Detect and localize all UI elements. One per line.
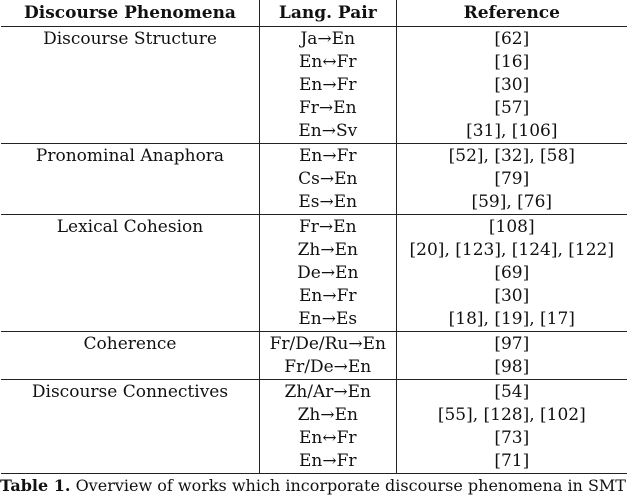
reference-cell: [108]	[488, 217, 535, 237]
lang-pair-cell: Ja→En	[259, 27, 396, 52]
table-row	[1, 120, 627, 144]
table-row	[1, 262, 627, 285]
reference-cell: [55], [128], [102]	[437, 405, 586, 425]
table-row	[1, 215, 627, 240]
reference-cell: [18], [19], [17]	[448, 309, 575, 329]
group-discourse-structure	[1, 27, 627, 144]
phenomenon-cell-empty	[1, 262, 259, 285]
phenomenon-cell: Discourse Connectives	[1, 380, 259, 405]
table-row	[1, 27, 627, 52]
reference-cell: [30]	[494, 75, 530, 95]
lang-pair-cell: Fr/De/Ru→En	[259, 332, 396, 357]
lang-pair-cell: Cs→En	[259, 168, 396, 191]
lang-pair-cell: En→Es	[259, 308, 396, 332]
discourse-phenomena-table	[1, 0, 627, 474]
phenomenon-cell-empty	[1, 191, 259, 215]
phenomenon-cell: Discourse Structure	[1, 27, 259, 52]
group-pronominal-anaphora	[1, 144, 627, 215]
reference-cell: [30]	[494, 286, 530, 306]
reference-cell: [98]	[494, 357, 530, 377]
header-discourse-phenomena: Discourse Phenomena	[1, 0, 259, 27]
table-row	[1, 144, 627, 169]
header-row	[1, 0, 627, 27]
lang-pair-cell: Zh→En	[259, 404, 396, 427]
lang-pair-cell: Fr/De→En	[259, 356, 396, 380]
phenomenon-cell-empty	[1, 404, 259, 427]
lang-pair-cell: Zh→En	[259, 239, 396, 262]
table-row	[1, 97, 627, 120]
lang-pair-cell: Fr→En	[259, 97, 396, 120]
phenomenon-cell-empty	[1, 51, 259, 74]
lang-pair-cell: En→Fr	[259, 450, 396, 474]
table-row	[1, 191, 627, 215]
phenomenon-cell-empty	[1, 97, 259, 120]
lang-pair-cell: En→Fr	[259, 285, 396, 308]
lang-pair-cell: En↔Fr	[259, 51, 396, 74]
group-discourse-connectives	[1, 380, 627, 474]
reference-cell: [31], [106]	[466, 121, 558, 141]
table-row	[1, 308, 627, 332]
table-row	[1, 74, 627, 97]
table-row	[1, 51, 627, 74]
reference-cell: [20], [123], [124], [122]	[409, 240, 615, 260]
reference-cell: [71]	[494, 451, 530, 471]
lang-pair-cell: De→En	[259, 262, 396, 285]
group-coherence	[1, 332, 627, 380]
table-row	[1, 427, 627, 450]
phenomenon-cell-empty	[1, 168, 259, 191]
reference-cell: [62]	[494, 29, 530, 49]
table-row	[1, 380, 627, 405]
phenomenon-cell-empty	[1, 74, 259, 97]
lang-pair-cell: En→Fr	[259, 144, 396, 169]
phenomenon-cell: Pronominal Anaphora	[1, 144, 259, 169]
caption-text: Overview of works which incorporate discourse phenomena in SMT	[75, 476, 626, 495]
lang-pair-cell: En→Fr	[259, 74, 396, 97]
lang-pair-cell: En↔Fr	[259, 427, 396, 450]
reference-cell: [97]	[494, 334, 530, 354]
reference-cell: [73]	[494, 428, 530, 448]
header-lang-pair: Lang. Pair	[259, 0, 396, 27]
phenomenon-cell-empty	[1, 356, 259, 380]
header-reference: Reference	[463, 3, 560, 23]
phenomenon-cell: Lexical Cohesion	[1, 215, 259, 240]
phenomenon-cell-empty	[1, 308, 259, 332]
table-caption	[0, 476, 640, 496]
table-row	[1, 404, 627, 427]
group-lexical-cohesion	[1, 215, 627, 332]
phenomenon-cell-empty	[1, 427, 259, 450]
table-row	[1, 450, 627, 474]
table-header	[1, 0, 627, 27]
phenomenon-cell-empty	[1, 120, 259, 144]
reference-cell: [52], [32], [58]	[448, 146, 575, 166]
phenomenon-cell-empty	[1, 450, 259, 474]
table-row	[1, 332, 627, 357]
caption-label: Table 1.	[0, 476, 71, 495]
table-row	[1, 168, 627, 191]
reference-cell: [59], [76]	[471, 192, 553, 212]
table-row	[1, 356, 627, 380]
reference-cell: [57]	[494, 98, 530, 118]
reference-cell: [16]	[494, 52, 530, 72]
phenomenon-cell-empty	[1, 285, 259, 308]
lang-pair-cell: Fr→En	[259, 215, 396, 240]
table-row	[1, 239, 627, 262]
phenomenon-cell-empty	[1, 239, 259, 262]
lang-pair-cell: Es→En	[259, 191, 396, 215]
phenomenon-cell: Coherence	[1, 332, 259, 357]
reference-cell: [69]	[494, 263, 530, 283]
table-row	[1, 285, 627, 308]
lang-pair-cell: Zh/Ar→En	[259, 380, 396, 405]
reference-cell: [54]	[494, 382, 530, 402]
lang-pair-cell: En→Sv	[259, 120, 396, 144]
reference-cell: [79]	[494, 169, 530, 189]
